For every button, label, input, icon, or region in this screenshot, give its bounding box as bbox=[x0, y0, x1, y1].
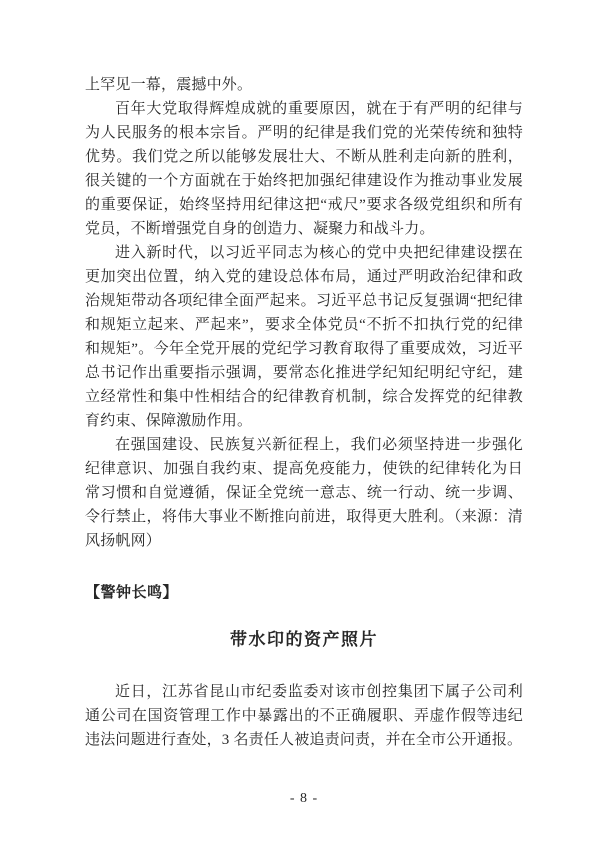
paragraph: 百年大党取得辉煌成就的重要原因，就在于有严明的纪律与为人民服务的根本宗旨。严明的纪律是我们党的光荣传统和独特优势。我们党之所以能够发展壮大、不断从胜利走向新的胜利，很关键的一个方面就在于始终把加强纪律建设作为推动事业发展的重要保证，始终坚持用纪律这把“戒尺”要求各级党组织和所有党员，不断增强党自身的创造力、凝聚力和战斗力。 bbox=[85, 101, 523, 237]
paragraph-continuation: 上罕见一幕，震撼中外。 bbox=[85, 77, 253, 93]
paragraph: 在强国建设、民族复兴新征程上，我们必须坚持进一步强化纪律意识、加强自我约束、提高免疫能力，使铁的纪律转化为日常习惯和自觉遵循，保证全党统一意志、统一行动、统一步调、令行禁止，将伟大事业不断推向前进，取得更大胜利。（来源：清风扬帆网） bbox=[85, 437, 523, 549]
article-body bbox=[85, 680, 523, 752]
paragraph: 近日，江苏省昆山市纪委监委对该市创控集团下属子公司利通公司在国资管理工作中暴露出的不正确履职、弄虚作假等违纪违法问题进行查处，3 名责任人被追责问责，并在全市公开通报。 bbox=[85, 684, 523, 748]
page-number: - 8 - bbox=[289, 791, 319, 806]
paragraph: 进入新时代，以习近平同志为核心的党中央把纪律建设摆在更加突出位置，纳入党的建设总体布局，通过严明政治纪律和政治规矩带动各项纪律全面严起来。习近平总书记反复强调“把纪律和规矩立起来、严起来”，要求全体党员“不折不扣执行党的纪律和规矩”。今年全党开展的党纪学习教育取得了重要成效，习近平总书记作出重要指示强调，要常态化推进学纪知纪明纪守纪，建立经常性和集中性相结合的纪律教育机制，综合发挥党的纪律教育约束、保障激励作用。 bbox=[85, 245, 523, 429]
article-body-continued bbox=[85, 73, 523, 553]
section-header: 【警钟长鸣】 bbox=[85, 585, 179, 601]
article-title: 带水印的资产照片 bbox=[230, 630, 378, 649]
